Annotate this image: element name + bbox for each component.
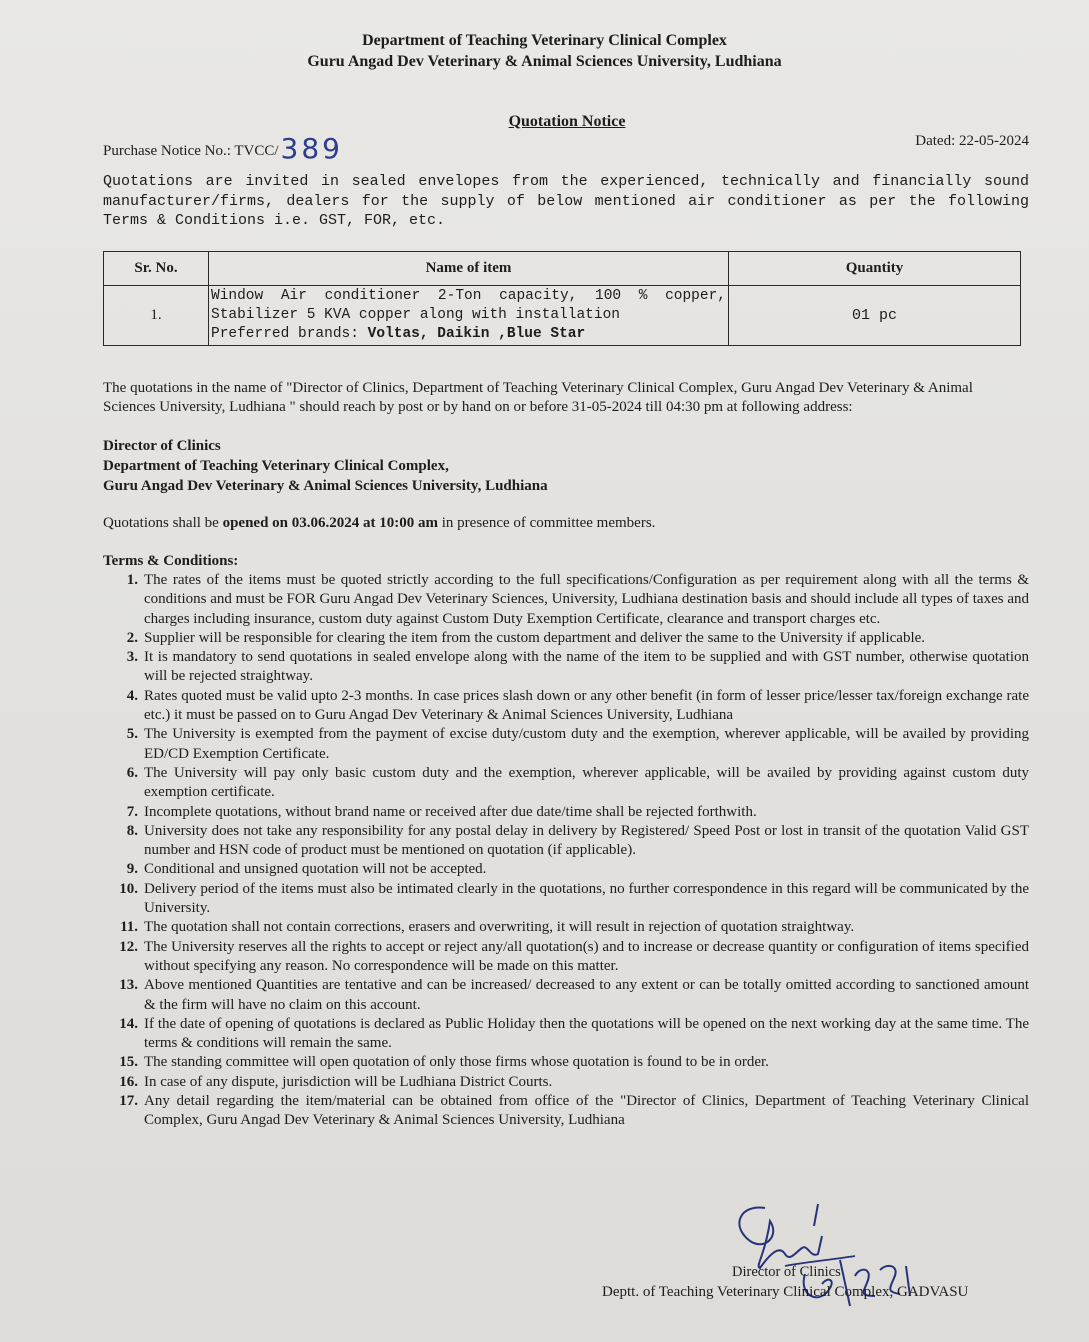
list-item — [105, 803, 1029, 822]
term-number: 7. — [126, 803, 138, 820]
term-number: 14. — [119, 1015, 138, 1032]
term-number: 16. — [119, 1073, 138, 1090]
list-item — [105, 860, 1029, 879]
term-number: 2. — [126, 629, 138, 646]
term-number: 13. — [119, 977, 138, 994]
address-line: Department of Teaching Veterinary Clinical Complex, — [103, 458, 449, 474]
university-name: Guru Angad Dev Veterinary & Animal Sciences University, Ludhiana — [307, 53, 782, 70]
col-quantity: Quantity — [729, 252, 1021, 286]
term-text: The University will pay only basic custom duty and the exemption, wherever applicable, will be availed by providing against custom duty exemption certificate. — [144, 764, 1029, 801]
item-desc-line: Window Air conditioner 2-Ton capacity, 100 % copper, — [211, 288, 726, 304]
term-number: 4. — [126, 687, 138, 704]
term-number: 12. — [119, 938, 138, 955]
terms-title: Terms & Conditions: — [103, 553, 239, 569]
opening-datetime: opened on 03.06.2024 at 10:00 am — [222, 515, 438, 531]
cell-quantity: 01 pc — [729, 286, 1021, 346]
list-item — [105, 629, 1029, 648]
list-item — [105, 1073, 1029, 1092]
term-number: 1. — [126, 572, 138, 588]
address-line: Guru Angad Dev Veterinary & Animal Sciences University, Ludhiana — [103, 478, 548, 494]
submission-paragraph: The quotations in the name of "Director of Clinics, Department of Teaching Veterinary Clinical Complex, Guru Angad Dev Veterinary & Animal Sciences University, Ludhiana " should reach by post or by hand on or before 31-05-2024 till 04:30 pm at following address: — [103, 380, 973, 415]
col-item-name: Name of item — [209, 252, 729, 286]
purchase-notice-label: Purchase Notice No.: TVCC/ — [103, 143, 279, 159]
table-header-row — [104, 252, 1021, 286]
term-text: University does not take any responsibility for any postal delay in delivery by Registered/ Speed Post or lost in transit of the quotation Valid GST number and HSN code of product must be mentioned on quotation (if applicable). — [144, 822, 1029, 859]
signatory-department: Deptt. of Teaching Veterinary Clinical Complex, GADVASU — [602, 1284, 969, 1300]
address-line: Director of Clinics — [103, 438, 221, 454]
list-item — [105, 880, 1029, 919]
term-text: The standing committee will open quotation of only those firms whose quotation is found to be in order. — [144, 1054, 769, 1071]
address-block — [103, 436, 548, 496]
term-number: 9. — [126, 861, 138, 878]
brands-list: Voltas, Daikin ,Blue Star — [367, 326, 586, 342]
list-item — [105, 725, 1029, 764]
term-text: Above mentioned Quantities are tentative and can be increased/ decreased to any extent or can be totally omitted according to sanctioned amount & the firm will have no claim on this account. — [144, 977, 1029, 1013]
items-table — [103, 251, 1021, 346]
cell-item-name — [209, 286, 729, 346]
department-name: Department of Teaching Veterinary Clinical Complex — [362, 32, 727, 49]
term-number: 17. — [119, 1093, 138, 1110]
term-number: 3. — [126, 649, 138, 666]
term-text: Delivery period of the items must also be intimated clearly in the quotations, no further correspondence in this regard will be communicated by the University. — [144, 880, 1029, 917]
list-item — [105, 648, 1029, 687]
term-text: Any detail regarding the item/material can be obtained from office of the "Director of Clinics, Department of Teaching Veterinary Clinical Complex, Guru Angad Dev Veterinary & Animal Sciences University, Ludhiana — [144, 1093, 1029, 1129]
item-brands-line — [211, 325, 726, 344]
term-text: Rates quoted must be valid upto 2-3 months. In case prices slash down or any other benefit (in form of lesser price/lesser tax/foreign exchange rate etc.) it must be passed on to Guru Angad Dev Veterinary & Animal Sciences University, Ludhiana — [144, 687, 1029, 724]
table-row — [104, 286, 1021, 346]
list-item — [105, 687, 1029, 726]
brands-label: Preferred brands: — [211, 326, 368, 342]
signatory-title: Director of Clinics — [732, 1264, 841, 1280]
list-item — [105, 764, 1029, 803]
term-text: If the date of opening of quotations is declared as Public Holiday then the quotations will be opened on the next working day at the same time. The terms & conditions will remain the same. — [144, 1015, 1029, 1052]
term-text: Conditional and unsigned quotation will not be accepted. — [144, 861, 487, 878]
list-item — [105, 1015, 1029, 1054]
opening-paragraph — [103, 514, 1029, 533]
term-number: 8. — [126, 822, 138, 839]
col-sr-no: Sr. No. — [104, 252, 209, 286]
list-item — [105, 918, 1029, 937]
list-item — [105, 571, 1029, 629]
term-text: Supplier will be responsible for clearing the item from the custom department and deliver the same to the University if applicable. — [144, 629, 926, 646]
list-item — [105, 1053, 1029, 1072]
term-text: In case of any dispute, jurisdiction will be Ludhiana District Courts. — [144, 1073, 553, 1090]
term-text: The rates of the items must be quoted strictly according to the full specifications/Configuration as per requirement along with all the terms & conditions and must be FOR Guru Angad Dev Veterinary Sciences, University, Ludhiana destination basis and should include all types of taxes and charges including insurance, custom duty against Custom Duty Exemption Certificate, clearance and transport charges etc. — [144, 572, 1029, 627]
item-desc-line: Stabilizer 5 KVA copper along with installation — [211, 307, 620, 323]
cell-sr-no: 1. — [104, 286, 209, 346]
list-item — [105, 976, 1029, 1015]
letterhead — [0, 30, 1089, 72]
list-item — [105, 938, 1029, 977]
opening-suffix: in presence of committee members. — [438, 515, 656, 531]
intro-paragraph: Quotations are invited in sealed envelopes from the experienced, technically and financially sound manufacturer/firms, dealers for the supply of below mentioned air conditioner as per the following Terms & Conditions i.e. GST, FOR, etc. — [103, 173, 1029, 229]
list-item — [105, 822, 1029, 861]
signature-block — [560, 1196, 1040, 1316]
handwritten-notice-number: 389 — [280, 132, 343, 165]
term-text: Incomplete quotations, without brand name or received after due date/time shall be rejected forthwith. — [144, 803, 757, 820]
notice-date: Dated: 22-05-2024 — [915, 133, 1029, 149]
term-text: It is mandatory to send quotations in sealed envelope along with the name of the item to be supplied and with GST number, otherwise quotation will be rejected straightway. — [144, 649, 1029, 685]
term-number: 5. — [126, 726, 138, 743]
notice-title: Quotation Notice — [508, 113, 626, 130]
term-text: The quotation shall not contain corrections, erasers and overwriting, it will result in rejection of quotation straightway. — [144, 919, 855, 936]
terms-list — [105, 571, 1029, 1131]
term-number: 10. — [119, 880, 138, 897]
term-number: 15. — [119, 1054, 138, 1071]
term-text: The University reserves all the rights to accept or reject any/all quotation(s) and to increase or decrease quantity or configuration of items specified without specifying any reason. No correspondence will be made on this matter. — [144, 938, 1029, 974]
term-number: 11. — [120, 919, 138, 936]
term-text: The University is exempted from the payment of excise duty/custom duty and the exemption, wherever applicable, will be availed by providing ED/CD Exemption Certificate. — [144, 726, 1029, 762]
list-item — [105, 1092, 1029, 1131]
opening-prefix: Quotations shall be — [103, 515, 223, 531]
purchase-notice-number — [103, 132, 343, 165]
term-number: 6. — [126, 764, 138, 781]
